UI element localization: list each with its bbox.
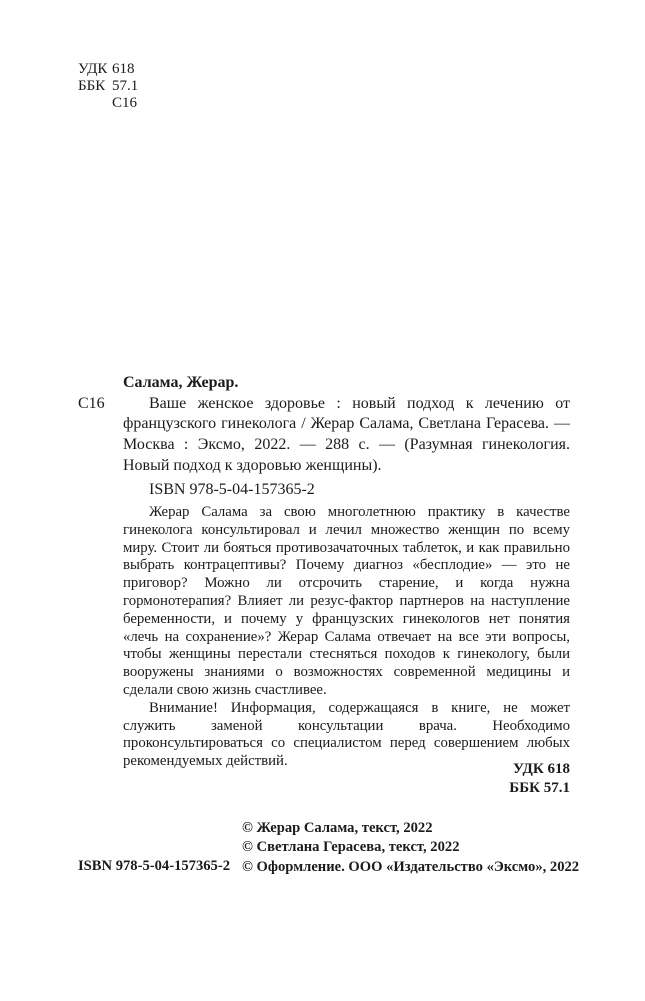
annotation-paragraph-2: Внимание! Информация, содержащаяся в книге, не может служить заменой консультации врача. Необходимо проконсультироваться со специалистом перед совершением любых рекомендуемых действий.: [123, 699, 570, 770]
bbk-label: ББК: [78, 78, 106, 94]
copyright-line-author-text: © Жерар Салама, текст, 2022: [242, 820, 433, 836]
bbk-value: 57.1: [112, 78, 139, 94]
isbn-bottom: ISBN 978-5-04-157365-2: [78, 858, 231, 874]
copyright-line-publisher: © Оформление. ООО «Издательство «Эксмо», 2022: [242, 858, 580, 875]
bottom-classification-codes: [123, 760, 570, 797]
entry-author-heading: Салама, Жерар.: [123, 374, 239, 391]
top-classification-codes: [78, 61, 138, 112]
margin-author-sign: С16: [78, 395, 105, 412]
bottom-bbk: ББК 57.1: [509, 779, 570, 796]
udk-label: УДК: [78, 61, 108, 77]
udk-code-row: [78, 61, 138, 78]
catalog-entry: [78, 373, 570, 500]
author-sign-row: [78, 95, 138, 112]
bibliographic-description: Ваше женское здоровье : новый подход к лечению от французского гинеколога / Жерар Салама, Светлана Герасева. — Москва : Эксмо, 2022. — 288 с. — (Разумная гинекология. Новый подход к здоровью женщины).: [123, 394, 570, 474]
copyright-lines: [242, 819, 579, 877]
bbk-code-row: [78, 78, 138, 95]
annotation-paragraph-1: Жерар Салама за свою многолетнюю практику в качестве гинеколога консультировал и лечил множество женщин по всему миру. Стоит ли бояться противозачаточных таблеток, и как правильно выбрать контрацептивы? Почему диагноз «бесплодие» — это не приговор? Можно ли отсрочить старение, и когда нужна гормонотерапия? Влияет ли резус-фактор партнеров на наступление беременности, и почему у французских гинекологов нет понятия «лечь на сохранение»? Жерар Салама отвечает на все эти вопросы, чтобы женщины перестали стесняться походов к гинекологу, были вооружены знаниями о возможностях современной медицины и сделали свою жизнь счастливее.: [123, 504, 570, 698]
copyright-line-coauthor-text: © Светлана Герасева, текст, 2022: [242, 839, 460, 856]
bottom-udk: УДК 618: [513, 761, 570, 777]
author-sign-spacer: [78, 95, 112, 112]
udk-value: 618: [112, 61, 135, 77]
entry-isbn: ISBN 978-5-04-157365-2: [149, 480, 315, 498]
annotation-block: [123, 504, 570, 771]
author-sign-value: С16: [112, 95, 138, 111]
